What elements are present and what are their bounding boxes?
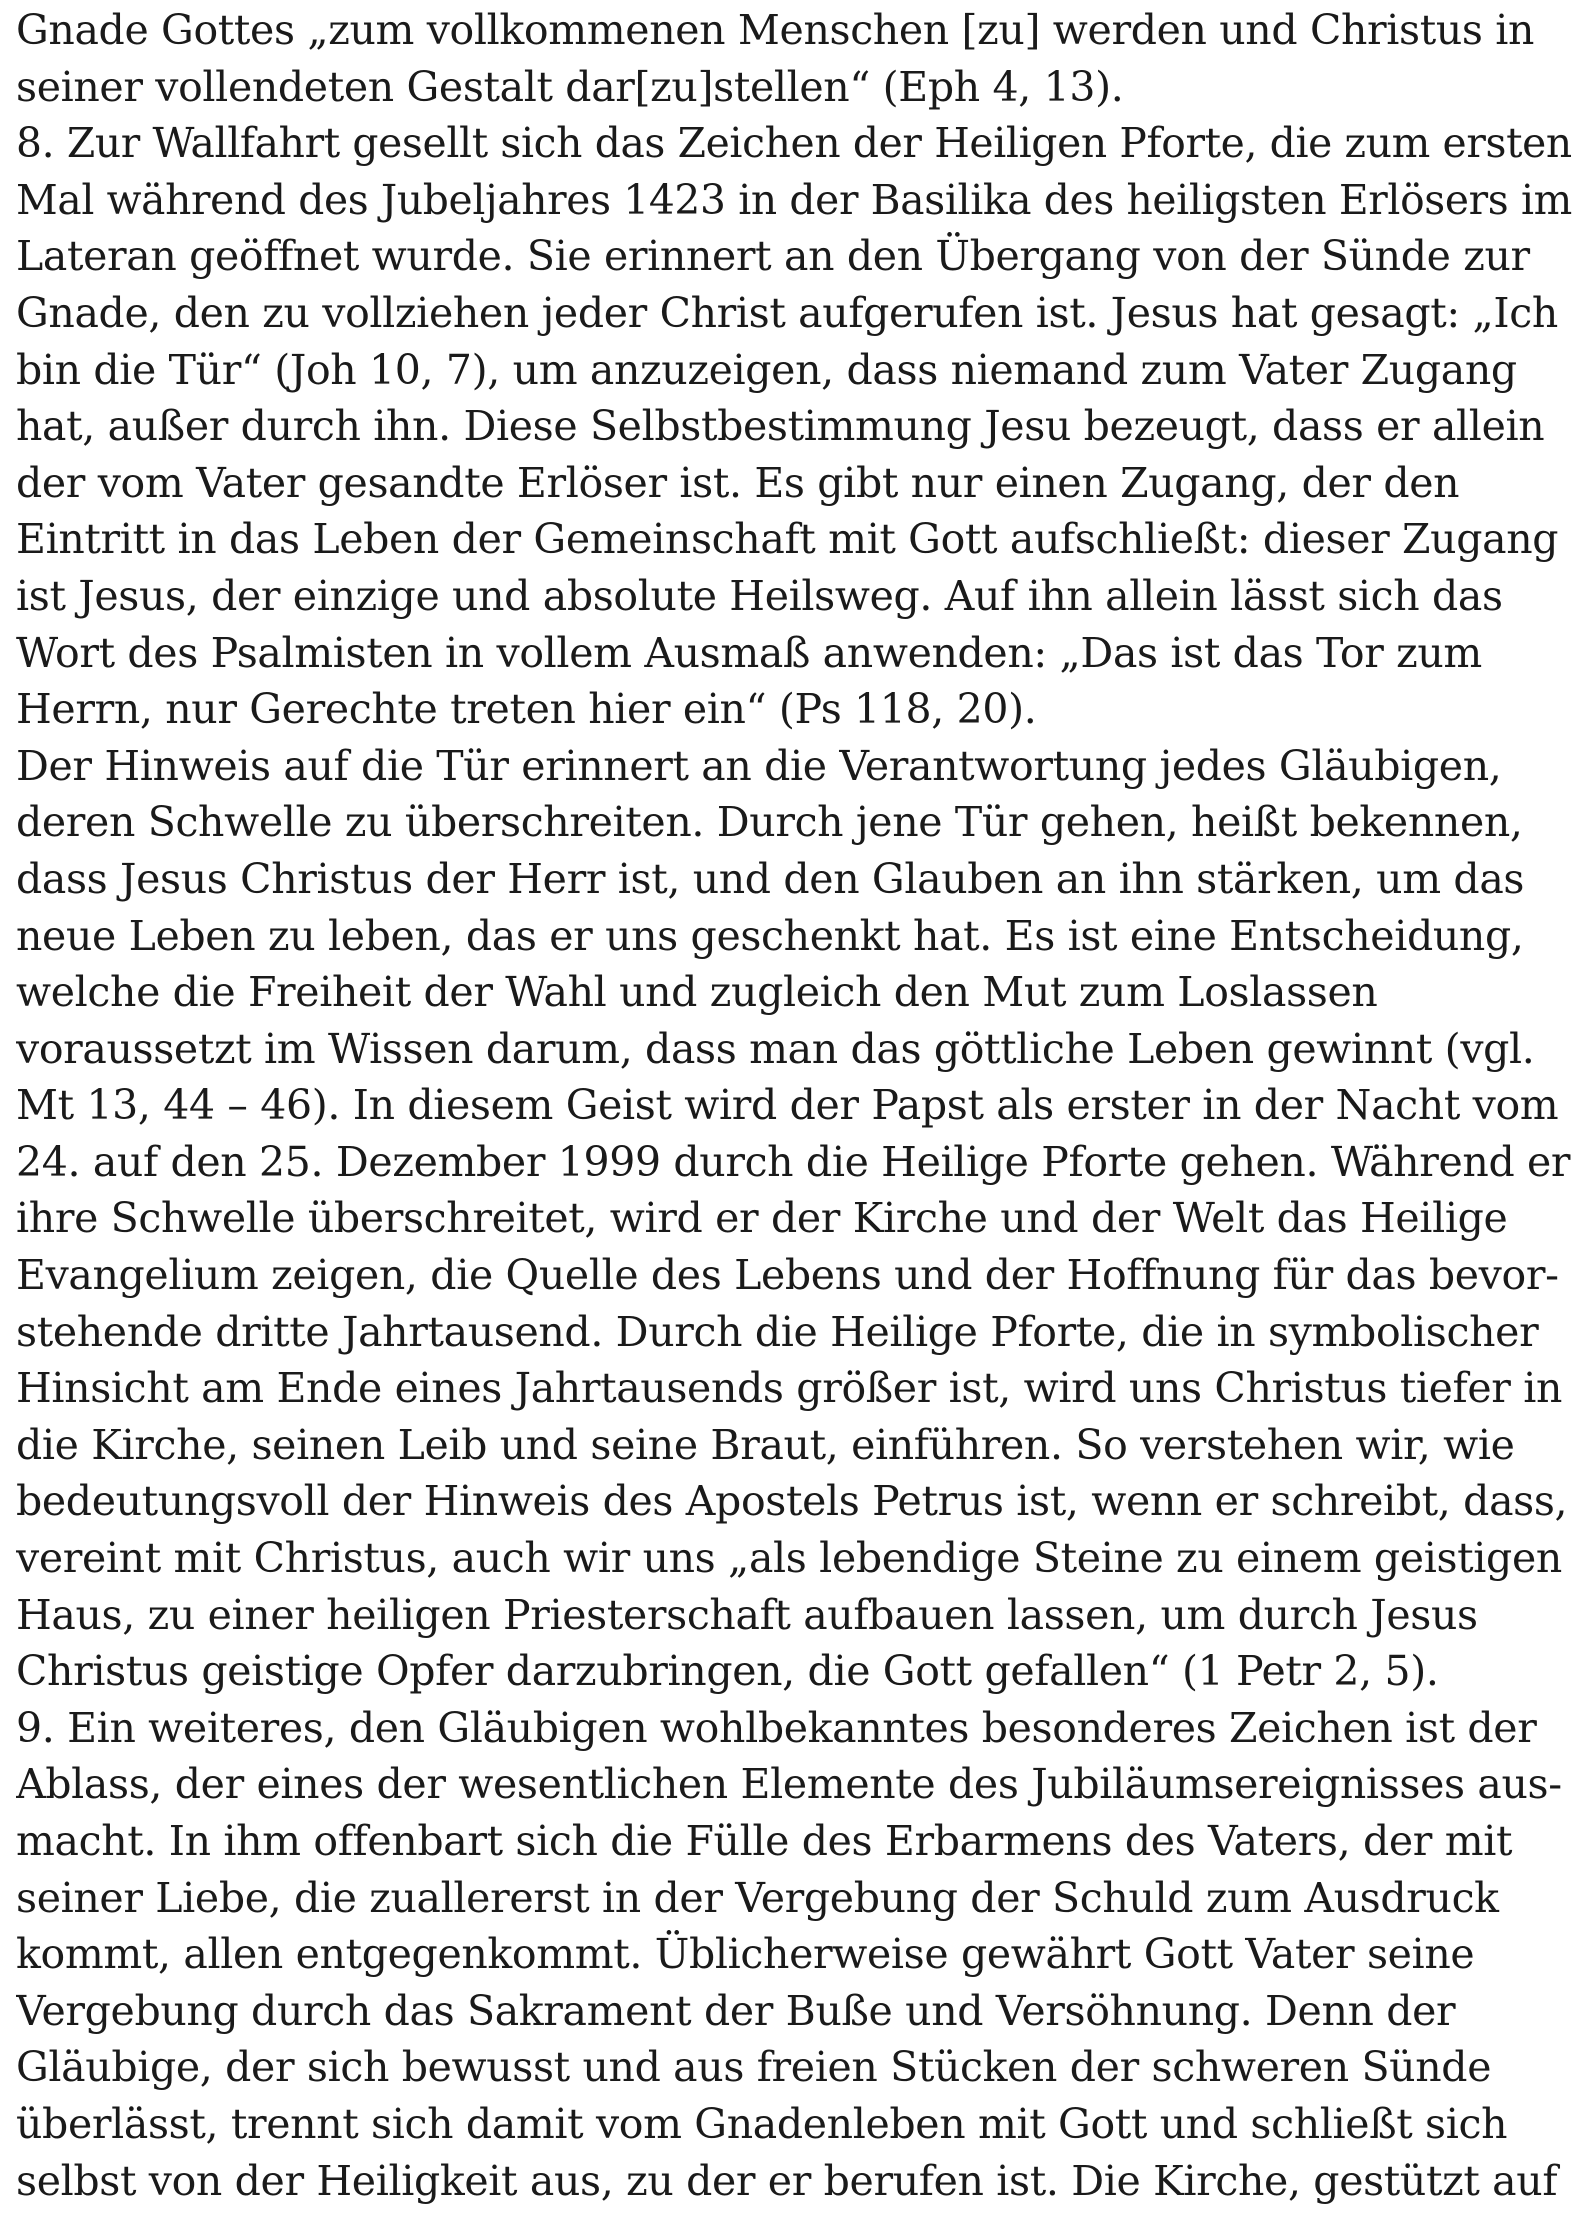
text-line: deren Schwelle zu überschreiten. Durch jene Tür gehen, heißt bekennen,: [16, 798, 1523, 847]
text-line: Lateran geöffnet wurde. Sie erinnert an den Übergang von der Sünde zur: [16, 232, 1530, 281]
text-line: die Kirche, seinen Leib und seine Braut, einführen. So verstehen wir, wie: [16, 1420, 1515, 1469]
text-line: Gnade Gottes „zum vollkommenen Menschen [zu] werden und Christus in: [16, 6, 1535, 54]
text-line: hat, außer durch ihn. Diese Selbstbestimmung Jesu bezeugt, dass er allein: [16, 402, 1545, 451]
text-line: voraussetzt im Wissen darum, dass man das göttliche Leben gewinnt (vgl.: [16, 1024, 1535, 1073]
text-line: Gnade, den zu vollziehen jeder Christ aufgerufen ist. Jesus hat gesagt: „Ich: [16, 288, 1558, 337]
text-line: Hinsicht am Ende eines Jahrtausends größer ist, wird uns Christus tiefer in: [16, 1364, 1563, 1413]
text-line: Haus, zu einer heiligen Priesterschaft aufbauen lassen, um durch Jesus: [16, 1590, 1478, 1639]
text-line: Evangelium zeigen, die Quelle des Lebens und der Hoffnung für das bevor-: [16, 1251, 1559, 1300]
text-line: seiner Liebe, die zuallererst in der Vergebung der Schuld zum Ausdruck: [16, 1873, 1499, 1922]
document-page: [16, 0, 1576, 2216]
text-line: seiner vollendeten Gestalt dar[zu]stellen“ (Eph 4, 13).: [16, 62, 1124, 111]
text-line: bin die Tür“ (Joh 10, 7), um anzuzeigen, dass niemand zum Vater Zugang: [16, 345, 1517, 394]
text-line: neue Leben zu leben, das er uns geschenkt hat. Es ist eine Entscheidung,: [16, 911, 1524, 960]
text-line: ist Jesus, der einzige und absolute Heilsweg. Auf ihn allein lässt sich das: [16, 571, 1503, 620]
text-line: stehende dritte Jahrtausend. Durch die Heilige Pforte, die in symbolischer: [16, 1307, 1539, 1356]
text-line: dass Jesus Christus der Herr ist, und den Glauben an ihn stärken, um das: [16, 854, 1525, 903]
text-line: Eintritt in das Leben der Gemeinschaft mit Gott aufschließt: dieser Zugang: [16, 515, 1559, 564]
text-line: Mal während des Jubeljahres 1423 in der Basilika des heiligsten Erlösers im: [16, 175, 1572, 224]
text-line: der vom Vater gesandte Erlöser ist. Es gibt nur einen Zugang, der den: [16, 458, 1460, 507]
text-line: 8. Zur Wallfahrt gesellt sich das Zeichen der Heiligen Pforte, die zum ersten: [16, 119, 1572, 168]
text-line: Gläubige, der sich bewusst und aus freien Stücken der schweren Sünde: [16, 2043, 1492, 2092]
text-line: überlässt, trennt sich damit vom Gnadenleben mit Gott und schließt sich: [16, 2099, 1508, 2148]
text-line: Vergebung durch das Sakrament der Buße und Versöhnung. Denn der: [16, 1986, 1456, 2035]
text-line: macht. In ihm offenbart sich die Fülle des Erbarmens des Vaters, der mit: [16, 1817, 1513, 1865]
text-line: kommt, allen entgegenkommt. Üblicherweise gewährt Gott Vater seine: [16, 1930, 1475, 1979]
text-line: Christus geistige Opfer darzubringen, die Gott gefallen“ (1 Petr 2, 5).: [16, 1647, 1439, 1696]
text-line: ihre Schwelle überschreitet, wird er der Kirche und der Welt das Heilige: [16, 1194, 1508, 1243]
text-line: vereint mit Christus, auch wir uns „als lebendige Steine zu einem geistigen: [16, 1534, 1562, 1583]
text-line: bedeutungsvoll der Hinweis des Apostels Petrus ist, wenn er schreibt, dass,: [16, 1477, 1568, 1526]
text-line: Herrn, nur Gerechte treten hier ein“ (Ps 118, 20).: [16, 685, 1037, 734]
text-line: 24. auf den 25. Dezember 1999 durch die Heilige Pforte gehen. Während er: [16, 1137, 1571, 1186]
text-line: selbst von der Heiligkeit aus, zu der er berufen ist. Die Kirche, gestützt auf: [16, 2156, 1558, 2205]
text-line: Wort des Psalmisten in vollem Ausmaß anwenden: „Das ist das Tor zum: [16, 628, 1482, 677]
text-line: Mt 13, 44 – 46). In diesem Geist wird der Papst als erster in der Nacht vom: [16, 1081, 1559, 1130]
text-line: welche die Freiheit der Wahl und zugleich den Mut zum Loslassen: [16, 968, 1378, 1017]
text-line: 9. Ein weiteres, den Gläubigen wohlbekanntes besonderes Zeichen ist der: [16, 1703, 1537, 1752]
text-line: Ablass, der eines der wesentlichen Elemente des Jubiläumsereignisses aus-: [16, 1760, 1562, 1809]
text-line: Der Hinweis auf die Tür erinnert an die Verantwortung jedes Gläubigen,: [16, 741, 1502, 790]
